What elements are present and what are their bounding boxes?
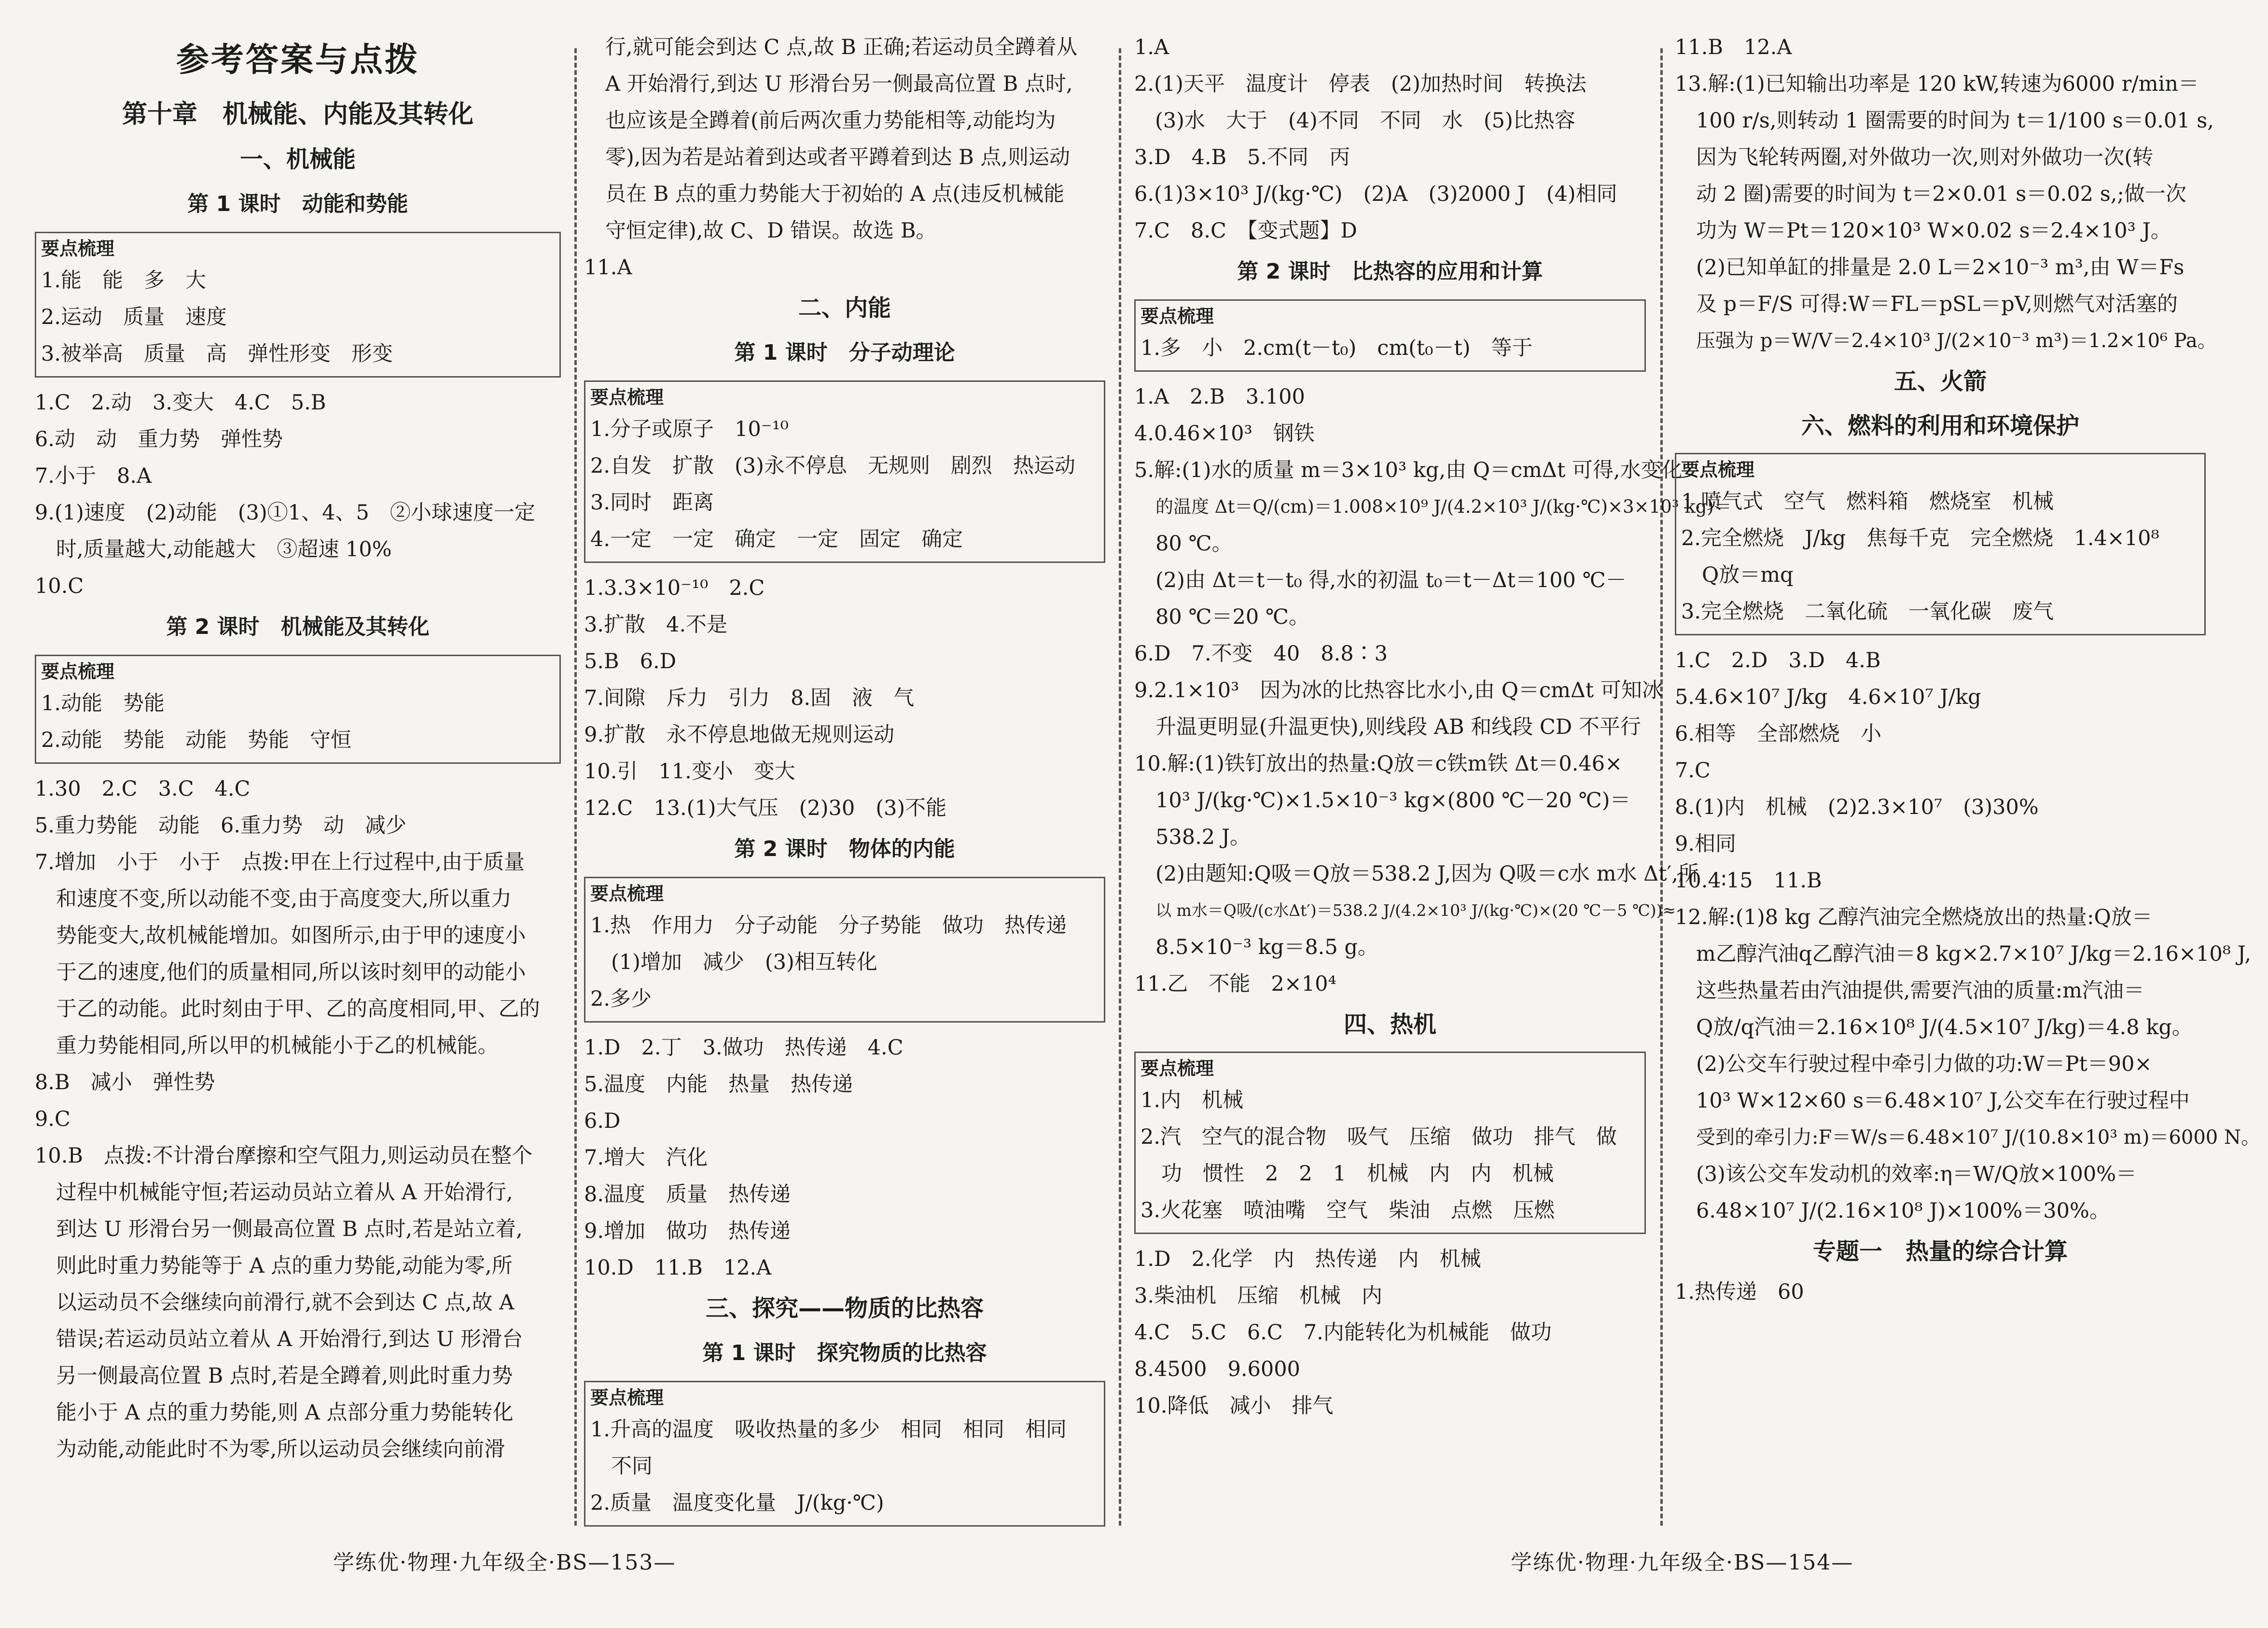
answer-line: 1.能 能 多 大 bbox=[41, 268, 207, 293]
key-points-box bbox=[35, 232, 561, 378]
key-points-box bbox=[1675, 453, 2206, 635]
answer-line: A 开始滑行,到达 U 形滑台另一侧最高位置 B 点时, bbox=[605, 72, 1073, 96]
answer-line: 错误;若运动员站立着从 A 开始滑行,到达 U 形滑台 bbox=[56, 1327, 523, 1351]
answer-line: 这些热量若由汽油提供,需要汽油的质量:m汽油＝ bbox=[1696, 979, 2144, 1003]
answer-line: 5.重力势能 动能 6.重力势 动 减少 bbox=[35, 814, 407, 838]
answer-line: 3.D 4.B 5.不同 丙 bbox=[1134, 145, 1350, 169]
answer-line: 10.解:(1)铁钉放出的热量:Q放＝c铁m铁 Δt＝0.46× bbox=[1134, 752, 1623, 776]
answer-line: 3.火花塞 喷油嘴 空气 柴油 点燃 压燃 bbox=[1141, 1198, 1555, 1222]
answer-line: 2.运动 质量 速度 bbox=[41, 305, 227, 329]
formula-line: Q放/q汽油＝2.16×10⁸ J/(4.5×10⁷ J/kg)＝4.8 kg。 bbox=[1696, 1015, 2193, 1039]
section-title: 五、火箭 bbox=[1893, 368, 1987, 395]
answer-line: 1.动能 势能 bbox=[41, 691, 165, 716]
answer-line: 1.D 2.化学 内 热传递 内 机械 bbox=[1134, 1247, 1481, 1271]
lesson-title: 第 1 课时 探究物质的比热容 bbox=[702, 1341, 987, 1365]
key-points-box bbox=[584, 380, 1105, 563]
formula-line: 受到的牵引力:F＝W/s＝6.48×10⁷ J/(10.8×10³ m)＝6000 N。 bbox=[1696, 1126, 2260, 1149]
answer-line: 7.C 8.C 【变式题】D bbox=[1134, 219, 1357, 243]
answer-line: (2)由题知:Q吸＝Q放＝538.2 J,因为 Q吸＝c水 m水 Δt′,所 bbox=[1155, 862, 1699, 886]
answer-line: 11.B 12.A bbox=[1675, 35, 1792, 59]
answer-line: 7.增加 小于 小于 点拨:甲在上行过程中,由于质量 bbox=[35, 850, 525, 874]
answer-line: 10.C bbox=[35, 574, 84, 598]
answer-line: 以运动员不会继续向前滑行,就不会到达 C 点,故 A bbox=[56, 1291, 515, 1315]
answer-line: 和速度不变,所以动能不变,由于高度变大,所以重力 bbox=[56, 887, 512, 911]
answer-line: 不同 bbox=[590, 1454, 653, 1478]
box-title: 要点梳理 bbox=[1681, 459, 1755, 480]
answer-line: 过程中机械能守恒;若运动员站立着从 A 开始滑行, bbox=[56, 1180, 513, 1205]
answer-line: 1.A 2.B 3.100 bbox=[1134, 385, 1305, 409]
answer-line: 行,就可能会到达 C 点,故 B 正确;若运动员全蹲着从 bbox=[605, 35, 1077, 59]
section-title: 二、内能 bbox=[798, 295, 891, 322]
answer-line: 4.0.46×10³ 钢铁 bbox=[1134, 421, 1315, 446]
answer-line: 9.增加 做功 热传递 bbox=[584, 1219, 791, 1243]
answer-line: 也应该是全蹲着(前后两次重力势能相等,动能均为 bbox=[605, 109, 1056, 133]
answer-line: 势能变大,故机械能增加。如图所示,由于甲的速度小 bbox=[56, 924, 526, 948]
answer-line: 1.分子或原子 10⁻¹⁰ bbox=[590, 417, 789, 441]
answer-line: 11.A bbox=[584, 255, 632, 280]
answer-line: 9.相同 bbox=[1675, 832, 1737, 856]
answer-line: 1.升高的温度 吸收热量的多少 相同 相同 相同 bbox=[590, 1417, 1067, 1442]
answer-line: 80 ℃＝20 ℃。 bbox=[1155, 605, 1309, 629]
answer-line: 7.间隙 斥力 引力 8.固 液 气 bbox=[584, 686, 915, 710]
answer-line: 8.(1)内 机械 (2)2.3×10⁷ (3)30% bbox=[1675, 795, 2039, 819]
answer-column-1 bbox=[35, 29, 561, 1536]
key-points-box bbox=[584, 877, 1105, 1023]
answer-line: (3)该公交车发动机的效率:η＝W/Q放×100%＝ bbox=[1696, 1162, 2137, 1186]
answer-line: 守恒定律),故 C、D 错误。故选 B。 bbox=[605, 219, 937, 243]
answer-line: 2.完全燃烧 J/kg 焦每千克 完全燃烧 1.4×10⁸ bbox=[1681, 526, 2159, 550]
answer-line: 3.被举高 质量 高 弹性形变 形变 bbox=[41, 342, 393, 366]
answer-line: 10.引 11.变小 变大 bbox=[584, 759, 795, 784]
answer-line: 则此时重力势能等于 A 点的重力势能,动能为零,所 bbox=[56, 1254, 513, 1278]
formula-line: 的温度 Δt＝Q/(cm)＝1.008×10⁹ J/(4.2×10³ J/(kg·℃)×3×10³ kg)＝ bbox=[1155, 496, 1732, 517]
formula-line: 6.48×10⁷ J/(2.16×10⁸ J)×100%＝30%。 bbox=[1696, 1199, 2110, 1223]
answer-line: (2)由 Δt＝t－t₀ 得,水的初温 t₀＝t－Δt＝100 ℃－ bbox=[1155, 568, 1627, 592]
answer-line: 10.4∶15 11.B bbox=[1675, 869, 1822, 893]
answer-line: 因为飞轮转两圈,对外做功一次,则对外做功一次(转 bbox=[1696, 145, 2154, 169]
answer-line: 9.扩散 永不停息地做无规则运动 bbox=[584, 723, 895, 747]
answer-line: 2.动能 势能 动能 势能 守恒 bbox=[41, 728, 352, 752]
answer-line: 于乙的动能。此时刻由于甲、乙的高度相同,甲、乙的 bbox=[56, 997, 540, 1021]
answer-line: 1.多 小 2.cm(t－t₀) cm(t₀－t) 等于 bbox=[1141, 336, 1533, 360]
answer-line: 100 r/s,则转动 1 圈需要的时间为 t＝1/100 s＝0.01 s, bbox=[1696, 109, 2214, 133]
formula-line: 以 m水＝Q吸/(c水Δt′)＝538.2 J/(4.2×10³ J/(kg·℃)×(20 ℃－5 ℃))≈ bbox=[1155, 901, 1676, 920]
answer-line: 538.2 J。 bbox=[1155, 825, 1251, 849]
answer-line: 于乙的速度,他们的质量相同,所以该时刻甲的动能小 bbox=[56, 960, 526, 984]
answer-line: 3.同时 距离 bbox=[590, 491, 714, 515]
answer-column-2 bbox=[584, 29, 1105, 1536]
answer-line: 8.B 减小 弹性势 bbox=[35, 1070, 215, 1095]
answer-line: (3)水 大于 (4)不同 不同 水 (5)比热容 bbox=[1134, 109, 1575, 133]
column-divider bbox=[1660, 48, 1663, 1526]
answer-line: 功为 W＝Pt＝120×10³ W×0.02 s＝2.4×10³ J。 bbox=[1696, 219, 2171, 243]
answer-line: 另一侧最高位置 B 点时,若是全蹲着,则此时重力势 bbox=[56, 1364, 513, 1388]
answer-line: 4.一定 一定 确定 一定 固定 确定 bbox=[590, 527, 963, 551]
answer-line: 80 ℃。 bbox=[1155, 532, 1233, 556]
box-title: 要点梳理 bbox=[590, 883, 664, 904]
answer-line: 5.B 6.D bbox=[584, 649, 677, 674]
answer-line: 4.C 5.C 6.C 7.内能转化为机械能 做功 bbox=[1134, 1320, 1552, 1345]
answer-line: 1.30 2.C 3.C 4.C bbox=[35, 777, 250, 801]
lesson-title: 第 2 课时 比热容的应用和计算 bbox=[1237, 259, 1543, 284]
answer-line: 13.解:(1)已知输出功率是 120 kW,转速为6000 r/min＝ bbox=[1675, 72, 2199, 96]
answer-line: 时,质量越大,动能越大 ③超速 10% bbox=[56, 537, 392, 561]
answer-line: 重力势能相同,所以甲的机械能小于乙的机械能。 bbox=[56, 1034, 499, 1058]
answer-line: 10³ W×12×60 s＝6.48×10⁷ J,公交车在行驶过程中 bbox=[1696, 1089, 2190, 1113]
section-title: 三、探究——物质的比热容 bbox=[705, 1295, 984, 1322]
box-title: 要点梳理 bbox=[590, 1387, 664, 1408]
answer-line: 1.热 作用力 分子动能 分子势能 做功 热传递 bbox=[590, 913, 1067, 938]
answer-line: (1)增加 减少 (3)相互转化 bbox=[590, 950, 877, 974]
answer-line: 为动能,动能此时不为零,所以运动员会继续向前滑 bbox=[56, 1437, 505, 1461]
topic-title: 专题一 热量的综合计算 bbox=[1812, 1238, 2068, 1265]
answer-line: (2)已知单缸的排量是 2.0 L＝2×10⁻³ m³,由 W＝Fs bbox=[1696, 255, 2185, 280]
answer-line: 9.2.1×10³ 因为冰的比热容比水小,由 Q＝cmΔt 可知冰 bbox=[1134, 678, 1663, 702]
answer-line: 升温更明显(升温更快),则线段 AB 和线段 CD 不平行 bbox=[1155, 715, 1641, 739]
answer-line: 9.(1)速度 (2)动能 (3)①1、4、5 ②小球速度一定 bbox=[35, 501, 535, 525]
answer-line: 1.喷气式 空气 燃料箱 燃烧室 机械 bbox=[1681, 490, 2054, 514]
box-title: 要点梳理 bbox=[1141, 306, 1214, 327]
answer-line: 8.4500 9.6000 bbox=[1134, 1357, 1300, 1381]
answer-line: 6.D bbox=[584, 1109, 621, 1133]
answer-line: 能小于 A 点的重力势能,则 A 点部分重力势能转化 bbox=[56, 1401, 514, 1425]
key-points-box bbox=[1134, 1052, 1646, 1234]
answer-line: 1.热传递 60 bbox=[1675, 1280, 1804, 1304]
answer-line: 8.5×10⁻³ kg＝8.5 g。 bbox=[1155, 935, 1378, 959]
answer-line: 到达 U 形滑台另一侧最高位置 B 点时,若是站立着, bbox=[56, 1217, 523, 1241]
section-title: 六、燃料的利用和环境保护 bbox=[1801, 412, 2079, 439]
answer-line: 6.动 动 重力势 弹性势 bbox=[35, 427, 283, 451]
answer-line: 8.温度 质量 热传递 bbox=[584, 1182, 791, 1207]
answer-line: 3.完全燃烧 二氧化硫 一氧化碳 废气 bbox=[1681, 600, 2054, 624]
answer-line: 动 2 圈)需要的时间为 t＝2×0.01 s＝0.02 s,;做一次 bbox=[1696, 182, 2186, 206]
chapter-title: 第十章 机械能、内能及其转化 bbox=[122, 100, 473, 129]
answer-line: 2.质量 温度变化量 J/(kg·℃) bbox=[590, 1491, 884, 1515]
answer-line: 6.D 7.不变 40 8.8∶3 bbox=[1134, 642, 1388, 666]
answer-line: (2)公交车行驶过程中牵引力做的功:W＝Pt＝90× bbox=[1696, 1052, 2152, 1076]
formula-line: 压强为 p＝W/V＝2.4×10³ J/(2×10⁻³ m³)＝1.2×10⁶ Pa。 bbox=[1696, 330, 2217, 352]
answer-line: 10.B 点拨:不计滑台摩擦和空气阻力,则运动员在整个 bbox=[35, 1144, 533, 1168]
answer-line: 5.解:(1)水的质量 m＝3×10³ kg,由 Q＝cmΔt 可得,水变化 bbox=[1134, 458, 1683, 482]
page-footer-right: 学练优·物理·九年级全·BS—154— bbox=[1511, 1550, 1854, 1575]
answer-line: 7.C bbox=[1675, 758, 1711, 783]
answer-line: 5.4.6×10⁷ J/kg 4.6×10⁷ J/kg bbox=[1675, 685, 1981, 709]
answer-line: 11.乙 不能 2×10⁴ bbox=[1134, 972, 1336, 996]
answer-line: 2.汽 空气的混合物 吸气 压缩 做功 排气 做 bbox=[1141, 1125, 1617, 1149]
answer-line: 1.D 2.丁 3.做功 热传递 4.C bbox=[584, 1036, 904, 1060]
answer-line: 10.D 11.B 12.A bbox=[584, 1256, 772, 1280]
lesson-title: 第 1 课时 动能和势能 bbox=[187, 192, 408, 216]
column-divider bbox=[1119, 48, 1121, 1526]
answer-line: 2.(1)天平 温度计 停表 (2)加热时间 转换法 bbox=[1134, 72, 1586, 96]
answer-line: 及 p＝F/S 可得:W＝FL＝pSL＝pV,则燃气对活塞的 bbox=[1696, 292, 2178, 316]
answer-line: 12.解:(1)8 kg 乙醇汽油完全燃烧放出的热量:Q放＝ bbox=[1675, 905, 2153, 929]
answer-line: 6.(1)3×10³ J/(kg·℃) (2)A (3)2000 J (4)相同 bbox=[1134, 182, 1617, 206]
key-points-box bbox=[35, 655, 561, 764]
column-divider bbox=[574, 48, 577, 1526]
box-title: 要点梳理 bbox=[590, 387, 664, 408]
key-points-box bbox=[584, 1381, 1105, 1527]
answer-line: 10³ J/(kg·℃)×1.5×10⁻³ kg×(800 ℃－20 ℃)＝ bbox=[1155, 788, 1631, 813]
answer-line: 7.增大 汽化 bbox=[584, 1146, 708, 1170]
answer-line: m乙醇汽油q乙醇汽油＝8 kg×2.7×10⁷ J/kg＝2.16×10⁸ J, bbox=[1696, 942, 2252, 966]
answer-line: 6.相等 全部燃烧 小 bbox=[1675, 722, 1882, 746]
box-title: 要点梳理 bbox=[41, 661, 115, 682]
answer-line: 2.多少 bbox=[590, 987, 652, 1011]
answer-line: 12.C 13.(1)大气压 (2)30 (3)不能 bbox=[584, 796, 947, 820]
answer-line: 员在 B 点的重力势能大于初始的 A 点(违反机械能 bbox=[605, 182, 1065, 206]
page-title: 参考答案与点拨 bbox=[176, 41, 419, 79]
answer-line: 7.小于 8.A bbox=[35, 464, 152, 488]
answer-line: 10.降低 减小 排气 bbox=[1134, 1394, 1334, 1418]
box-title: 要点梳理 bbox=[41, 238, 115, 259]
answer-line: 1.C 2.动 3.变大 4.C 5.B bbox=[35, 391, 326, 415]
answer-line: 功 惯性 2 2 1 机械 内 内 机械 bbox=[1141, 1162, 1554, 1186]
answer-line: 1.C 2.D 3.D 4.B bbox=[1675, 648, 1881, 673]
key-points-box bbox=[1134, 299, 1646, 372]
section-title: 一、机械能 bbox=[239, 146, 356, 173]
answer-line: 3.柴油机 压缩 机械 内 bbox=[1134, 1284, 1383, 1308]
section-title: 四、热机 bbox=[1343, 1011, 1436, 1038]
answer-line: 1.3.3×10⁻¹⁰ 2.C bbox=[584, 576, 765, 600]
page-footer-left: 学练优·物理·九年级全·BS—153— bbox=[333, 1550, 676, 1575]
answer-line: 1.内 机械 bbox=[1141, 1088, 1244, 1112]
answer-line: 5.温度 内能 热量 热传递 bbox=[584, 1072, 853, 1096]
answer-line: 1.A bbox=[1134, 35, 1169, 59]
lesson-title: 第 1 课时 分子动理论 bbox=[734, 340, 955, 365]
box-title: 要点梳理 bbox=[1141, 1058, 1214, 1079]
answer-line: 9.C bbox=[35, 1107, 70, 1131]
lesson-title: 第 2 课时 物体的内能 bbox=[734, 837, 955, 861]
answer-line: 零),因为若是站着到达或者平蹲着到达 B 点,则运动 bbox=[605, 145, 1071, 169]
answer-column-4 bbox=[1675, 29, 2260, 1536]
lesson-title: 第 2 课时 机械能及其转化 bbox=[166, 615, 430, 639]
answer-line: 2.自发 扩散 (3)永不停息 无规则 剧烈 热运动 bbox=[590, 454, 1075, 478]
answer-line: 3.扩散 4.不是 bbox=[584, 613, 728, 637]
answer-line: Q放＝mq bbox=[1681, 563, 1794, 587]
